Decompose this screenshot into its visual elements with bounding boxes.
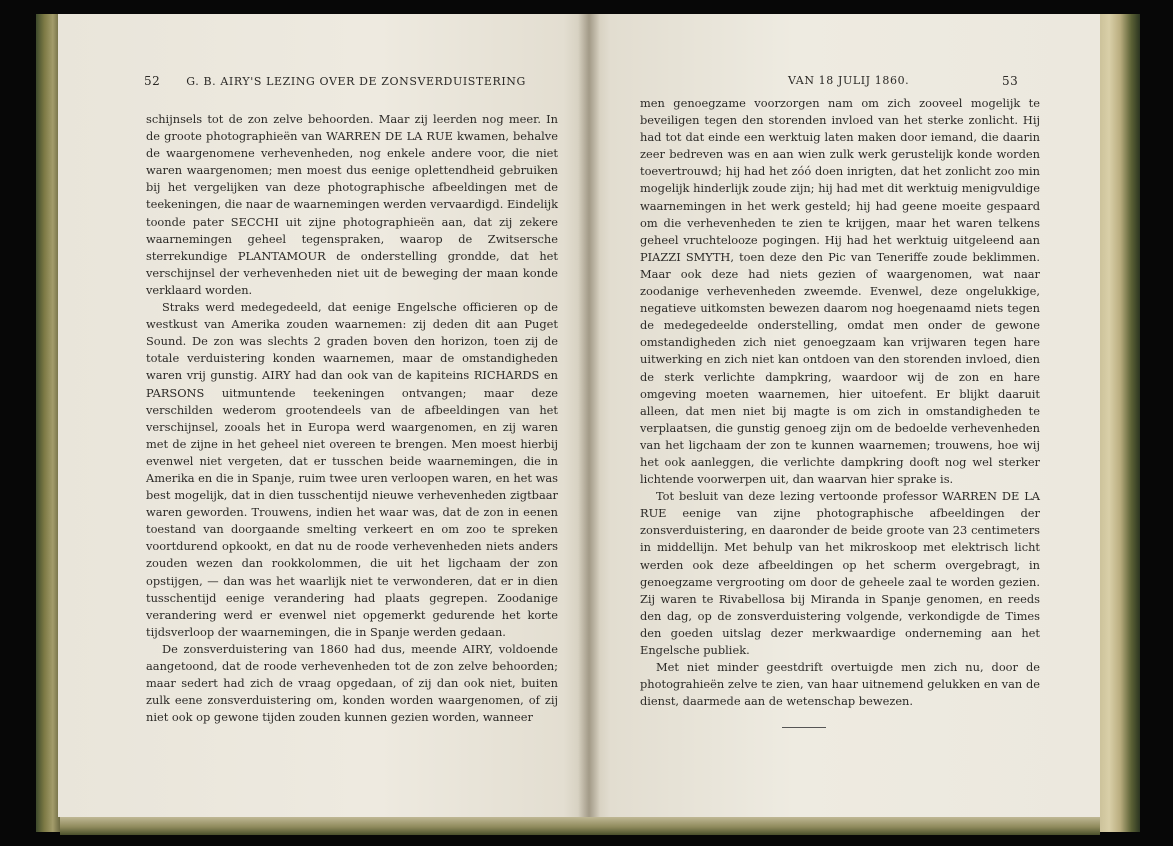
right-page	[590, 14, 1100, 817]
left-running-head	[144, 74, 544, 88]
right-body-text	[640, 95, 1040, 710]
book-edge-right	[1096, 14, 1140, 832]
right-paragraph-3: Met niet minder geestdrift overtuigde men zich nu, door de photograhieën zelve te zien, van haar uitnemend gelukken en van de dienst, daarmede aan de wetenschap bewezen.	[640, 660, 1040, 709]
left-running-title: G. B. AIRY'S LEZING OVER DE ZONSVERDUISTERING	[186, 75, 526, 88]
left-page-number: 52	[144, 74, 161, 88]
page-stack-bottom	[60, 815, 1100, 835]
book-gutter	[578, 14, 600, 817]
left-page	[58, 14, 590, 817]
left-paragraph-1: schijnsels tot de zon zelve behoorden. Maar zij leerden nog meer. In de groote photographieën van WARREN DE LA RUE kwamen, behalve de waargenomene verhevenheden, nog enkele andere voor, die niet waren waargenomen; men moest dus eenige oplettendheid gebruiken bij het vergelijken van deze photographische afbeeldingen met de teekeningen, die naar de waarnemingen werden vervaardigd. Eindelijk toonde pater SECCHI uit zijne photographieën aan, dat zij zekere waarnemingen geheel tegenspraken, waarop de Zwitsersche sterrekundige PLANTAMOUR de onderstelling grondde, dat het verschijnsel der verhevenheden niet uit de beweging der maan konde verklaard worden.	[146, 112, 558, 297]
right-running-head	[788, 74, 1088, 87]
left-body-text	[146, 111, 558, 726]
right-running-title: VAN 18 JULIJ 1860.	[788, 74, 910, 87]
left-paragraph-3: De zonsverduistering van 1860 had dus, meende AIRY, voldoende aangetoond, dat de roode verhevenheden tot de zon zelve behoorden; maar sedert had zich de vraag opgedaan, of zij dan ook niet, buiten zulk eene zonsverduistering om, konden worden waargenomen, of zij niet ook op gewone tijden zouden kunnen gezien worden, wanneer	[146, 641, 558, 725]
closing-rule	[782, 727, 826, 728]
book-edge-left	[36, 14, 60, 832]
right-paragraph-1: men genoegzame voorzorgen nam om zich zooveel mogelijk te beveiligen tegen den storenden invloed van het sterke zonlicht. Hij had tot dat einde een werktuig laten maken door iemand, die daarin zeer bedreven was en aan wien zulk werk gerustelijk konde worden toevertrouwd; hij had het zóó doen inrigten, dat het zonlicht zoo min mogelijk hinderlijk zoude zijn; hij had met dit werktuig menigvuldige waarnemingen in het werk gesteld; hij had geene moeite gespaard om die verhevenheden te zien te krijgen, maar het waren telkens geheel vruchtelooze pogingen. Hij had het werktuig uitgeleend aan PIAZZI SMYTH, toen deze den Pic van Teneriffe zoude beklimmen. Maar ook deze had niets gezien of waargenomen, wat naar zoodanige verhevenheden zweemde. Evenwel, deze ongelukkige, negatieve uitkomsten bewezen daarom nog hoegenaamd niets tegen de medegedeelde onderstelling, omdat men onder de gewone omstandigheden zich niet genoegzaam kan vrijwaren tegen hare uitwerking en zich niet kan ontdoen van den storenden invloed, dien de sterk verlichte dampkring, waardoor wij de zon en hare omgeving moeten waarnemen, hier uitoefent. Er blijkt daaruit alleen, dat men niet bij magte is om zich in omstandigheden te verplaatsen, die gunstig genoeg zijn om de bedoelde verhevenheden van het ligchaam der zon te kunnen waarnemen; trouwens, hoe wij het ook aanleggen, die verlichte dampkring dooft nog wel sterker lichtende voorwerpen uit, dan waarvan hier sprake is.	[640, 96, 1040, 487]
right-paragraph-2: Tot besluit van deze lezing vertoonde professor WARREN DE LA RUE eenige van zijne photographische afbeeldingen der zonsverduistering, en daaronder de beide groote van 23 centimeters in middellijn. Met behulp van het mikroskoop met elektrisch licht werden ook deze afbeeldingen op het scherm overgebragt, in genoegzame vergrooting om door de geheele zaal te worden gezien. Zij waren te Rivabellosa bij Miranda in Spanje genomen, en reeds den dag, op de zonsverduistering volgende, verkondigde de Times den goeden uitslag dezer merkwaardige onderneming aan het Engelsche publiek.	[640, 489, 1040, 657]
left-paragraph-2: Straks werd medegedeeld, dat eenige Engelsche officieren op de westkust van Amerika zouden waarnemen: zij deden dit aan Puget Sound. De zon was slechts 2 graden boven den horizon, toen zij de totale verduistering konden waarnemen, maar de omstandigheden waren vrij gunstig. AIRY had dan ook van de kapiteins RICHARDS en PARSONS uitmuntende teekeningen ontvangen; maar deze verschilden wederom grootendeels van de afbeeldingen van het verschijnsel, zooals het in Europa werd waargenomen, en zij waren met de zijne in het geheel niet overeen te brengen. Men moest hierbij evenwel niet vergeten, dat er tusschen beide waarnemingen, die in Amerika en die in Spanje, ruim twee uren verloopen waren, en het was best mogelijk, dat in dien tusschentijd nieuwe verhevenheden zigtbaar waren geworden. Trouwens, indien het waar was, dat de zon in eenen toestand van doorgaande smelting verkeert en om zoo te spreken voortdurend opkookt, en dat nu de roode verhevenheden niets anders zouden wezen dan rookkolommen, die uit het ligchaam der zon opstijgen, — dan was het waarlijk niet te verwonderen, dat er in dien tusschentijd eenige verandering had plaats gegrepen. Zoodanige verandering werd er evenwel niet opgemerkt gedurende het korte tijdsverloop der waarnemingen, die in Spanje werden gedaan.	[146, 300, 558, 639]
right-page-number: 53	[1002, 74, 1019, 88]
